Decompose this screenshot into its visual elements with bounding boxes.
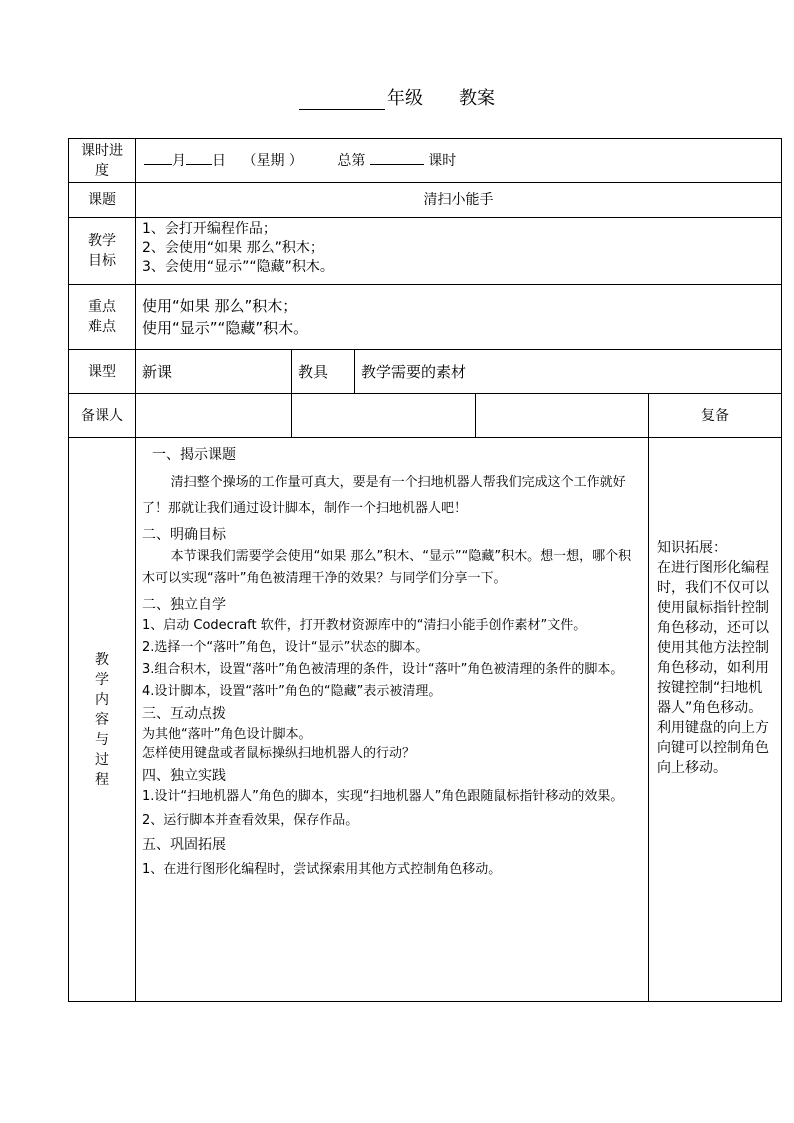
- total-prefix: 总第: [337, 153, 366, 169]
- topic-value: 清扫小能手: [136, 183, 782, 218]
- key-list: [136, 285, 782, 350]
- process-label: 教 学 内 容 与 过 程: [69, 438, 136, 1002]
- weekday-label: （星期 ）: [242, 153, 303, 169]
- section-title: 四、独立实践: [142, 768, 226, 784]
- goal-item: 2、会使用“如果 那么”积木；: [142, 240, 324, 256]
- key-row: [69, 285, 782, 350]
- process-content: [136, 438, 649, 1002]
- prep-row: [69, 394, 782, 438]
- section-item: 1.设计“扫地机器人”角色的脚本，实现“扫地机器人”角色跟随鼠标指针移动的效果。: [142, 789, 624, 804]
- section-title: 二、独立自学: [142, 597, 226, 613]
- section-text: 清扫整个操场的工作量可真大，要是有一个扫地机器人帮我们完成这个工作就好了！那就让我们通过设计脚本，制作一个扫地机器人吧！: [142, 475, 626, 516]
- knowledge-extension: [649, 438, 782, 1002]
- side-text: 在进行图形化编程时，我们不仅可以使用鼠标指针控制角色移动，还可以使用其他方法控制角色移动，如利用按键控制“扫地机器人”角色移动。利用键盘的向上方向键可以控制角色向上移动。: [657, 560, 769, 776]
- section-item: 2.选择一个“落叶”角色，设计“显示”状态的脚本。: [142, 640, 429, 655]
- schedule-row: [69, 139, 782, 183]
- section-title: 一、揭示课题: [152, 447, 236, 463]
- key-label: 重点难点: [69, 285, 136, 350]
- schedule-value: [136, 139, 782, 183]
- type-value: 新课: [136, 350, 292, 394]
- prep-cell: [292, 394, 476, 438]
- topic-label: 课题: [69, 183, 136, 218]
- section-item: 为其他“落叶”角色设计脚本。: [142, 727, 312, 742]
- goal-item: 1、会打开编程作品；: [142, 221, 277, 237]
- key-item: 使用“显示”“隐藏”积木。: [142, 319, 309, 337]
- prep-cell: [476, 394, 649, 438]
- schedule-label: 课时进度: [69, 139, 136, 183]
- section-title: 五、巩固拓展: [142, 837, 226, 853]
- day-label: 日: [212, 153, 226, 169]
- grade-label: 年级: [387, 88, 423, 109]
- goals-row: [69, 218, 782, 285]
- section-title: 三、互动点拨: [142, 706, 226, 722]
- month-label: 月: [172, 153, 186, 169]
- section-title: 二、明确目标: [142, 527, 226, 543]
- section-item: 1、启动 Codecraft 软件，打开教材资源库中的“清扫小能手创作素材”文件。: [142, 618, 587, 633]
- section-item: 怎样使用键盘或者鼠标操纵扫地机器人的行动？: [142, 746, 416, 761]
- doc-type: 教案: [459, 88, 495, 109]
- process-row: [69, 438, 782, 1002]
- prep-cell: [136, 394, 292, 438]
- tools-value: 教学需要的素材: [355, 350, 782, 394]
- type-row: [69, 350, 782, 394]
- section-item: 2、运行脚本并查看效果，保存作品。: [142, 813, 359, 828]
- review-label: 复备: [649, 394, 782, 438]
- topic-row: [69, 183, 782, 218]
- section-item: 4.设计脚本，设置“落叶”角色的“隐藏”表示被清理。: [142, 684, 442, 699]
- goals-label: 教学目标: [69, 218, 136, 285]
- grade-blank: [299, 91, 385, 110]
- prep-label: 备课人: [69, 394, 136, 438]
- tools-label: 教具: [292, 350, 355, 394]
- section-item: 1、在进行图形化编程时，尝试探索用其他方式控制角色移动。: [142, 862, 502, 877]
- lesson-plan-table: [68, 138, 782, 1002]
- side-title: 知识拓展：: [657, 540, 727, 556]
- goals-list: [136, 218, 782, 285]
- section-item: 3.组合积木，设置“落叶”角色被清理的条件，设计“落叶”角色被清理的条件的脚本。: [142, 662, 624, 677]
- goal-item: 3、会使用“显示”“隐藏”积木。: [142, 259, 334, 275]
- total-suffix: 课时: [428, 153, 457, 169]
- key-item: 使用“如果 那么”积木；: [142, 297, 298, 315]
- document-title: [0, 84, 794, 110]
- section-text: 本节课我们需要学会使用“如果 那么”积木、“显示”“隐藏”积木。想一想，哪个积木可以实现“落叶”角色被清理干净的效果？与同学们分享一下。: [142, 549, 632, 586]
- type-label: 课型: [69, 350, 136, 394]
